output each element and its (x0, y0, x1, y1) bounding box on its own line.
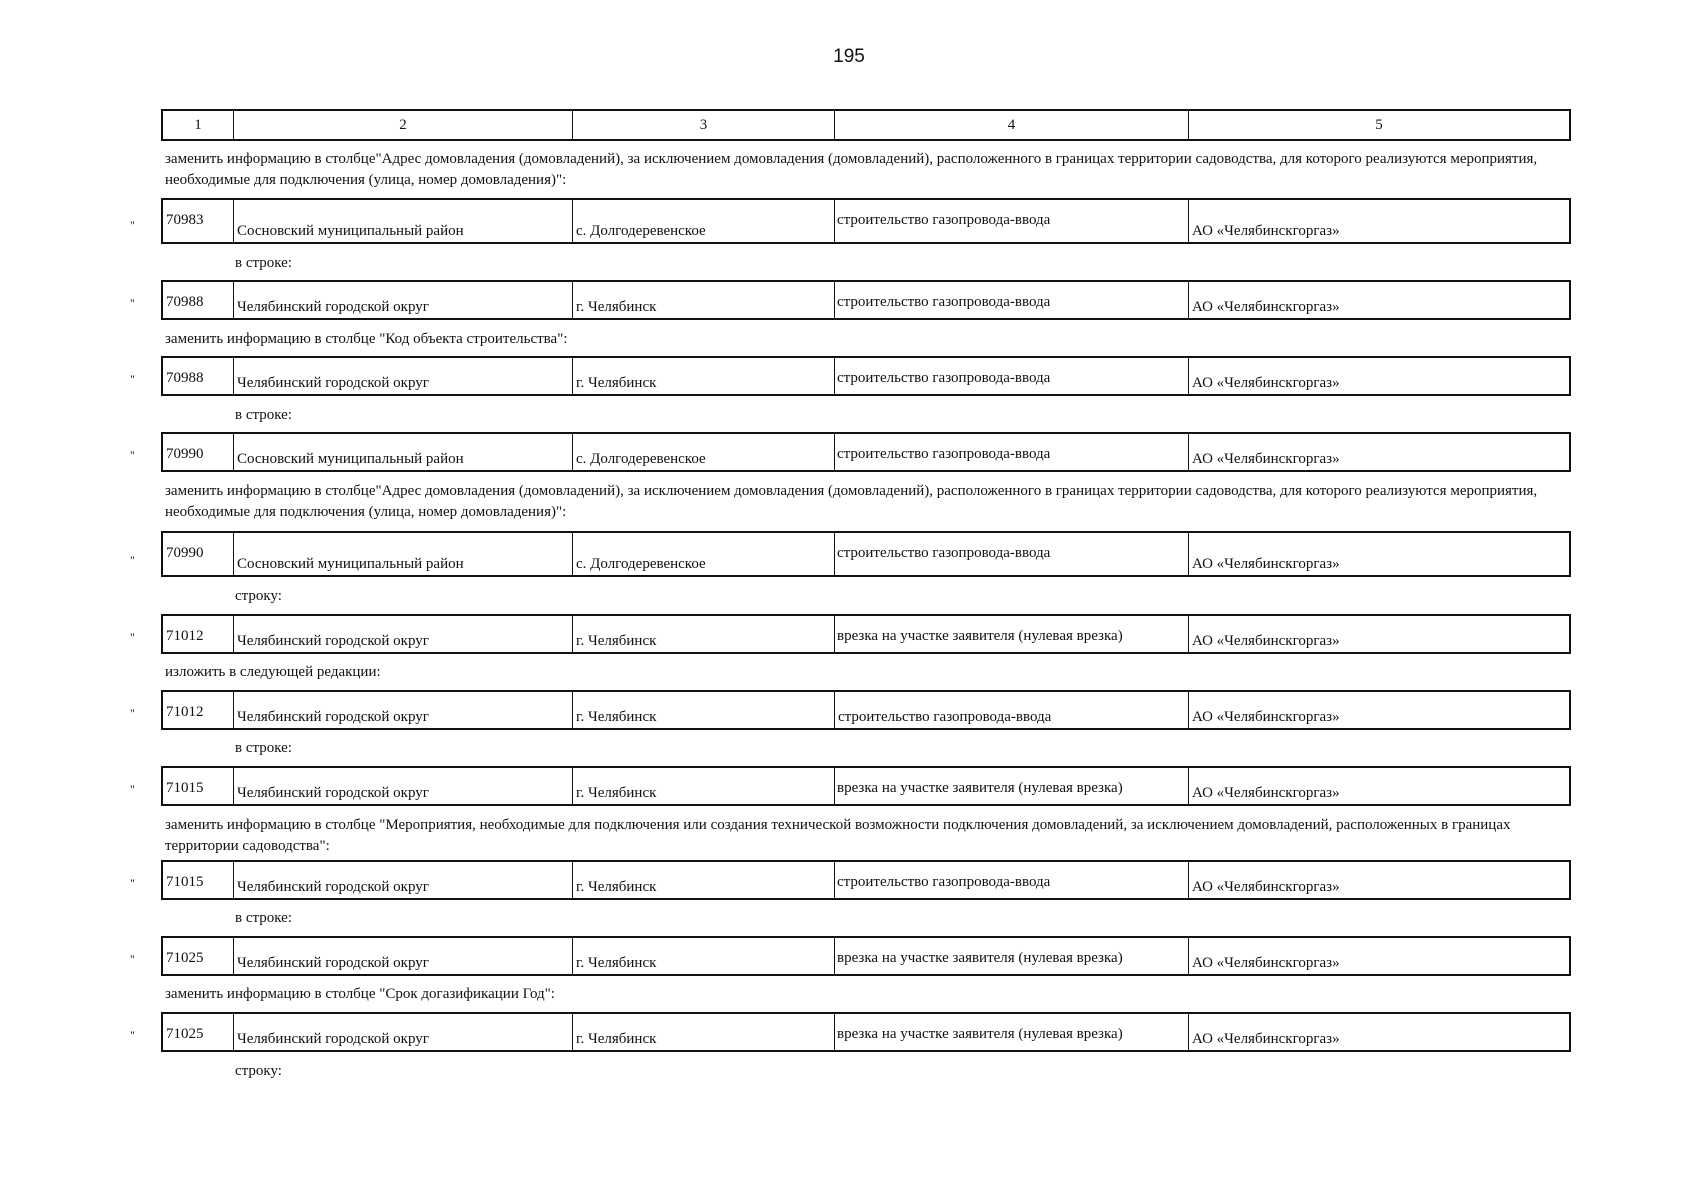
locality-cell: с. Долгодеревенское (573, 434, 835, 470)
locality-cell: г. Челябинск (573, 358, 835, 394)
org-cell: АО «Челябинскгоргаз» (1192, 299, 1340, 315)
org-cell: АО «Челябинскгоргаз» (1192, 955, 1340, 971)
code-cell: 71025 (163, 1014, 234, 1050)
district-cell: Сосновский муниципальный район (234, 434, 573, 470)
code-cell: 71015 (163, 768, 234, 804)
table-row (161, 356, 1571, 396)
quote-mark: " (130, 1028, 135, 1042)
org-cell: АО «Челябинскгоргаз» (1192, 879, 1340, 895)
quote-mark: " (130, 448, 135, 462)
table-row (161, 280, 1571, 320)
instruction-note: заменить информацию в столбце"Адрес домовладения (домовладений), за исключением домовладения (домовладений), расположенного в границах территории садоводства, для которого реализуются мероприятия, необходимые для подключения (улица, номер домовладения)": (165, 483, 1538, 520)
code-cell: 71015 (163, 862, 234, 898)
locality-cell: г. Челябинск (573, 282, 835, 318)
instruction-note: в строке: (235, 407, 292, 423)
quote-mark: " (130, 952, 135, 966)
locality-cell: г. Челябинск (573, 692, 835, 728)
page-number: 195 (833, 46, 865, 67)
instruction-note: в строке: (235, 740, 292, 756)
action-cell: строительство газопровода-ввода (835, 533, 1189, 575)
code-cell: 70990 (163, 533, 234, 575)
quote-mark: " (130, 218, 135, 232)
district-cell: Челябинский городской округ (234, 1014, 573, 1050)
district-cell: Челябинский городской округ (234, 862, 573, 898)
locality-cell: г. Челябинск (573, 938, 835, 974)
quote-mark: " (130, 782, 135, 796)
district-cell: Челябинский городской округ (234, 768, 573, 804)
locality-cell: г. Челябинск (573, 862, 835, 898)
code-cell: 71012 (163, 692, 234, 728)
action-cell: врезка на участке заявителя (нулевая врезка) (835, 768, 1189, 804)
table-row (161, 432, 1571, 472)
table-row (161, 690, 1571, 730)
table-row (161, 860, 1571, 900)
header-cell: 2 (234, 111, 573, 139)
district-cell: Челябинский городской округ (234, 692, 573, 728)
locality-cell: г. Челябинск (573, 1014, 835, 1050)
org-cell: АО «Челябинскгоргаз» (1192, 451, 1340, 467)
org-cell: АО «Челябинскгоргаз» (1192, 375, 1340, 391)
instruction-note: в строке: (235, 255, 292, 271)
table-header (161, 109, 1571, 141)
instruction-note: изложить в следующей редакции: (165, 664, 381, 680)
code-cell: 70988 (163, 282, 234, 318)
action-cell: строительство газопровода-ввода (835, 200, 1189, 242)
quote-mark: " (130, 876, 135, 890)
code-cell: 71025 (163, 938, 234, 974)
action-cell: строительство газопровода-ввода (835, 282, 1189, 318)
instruction-note: заменить информацию в столбце "Мероприятия, необходимые для подключения или создания технической возможности подключения домовладений, за исключением домовладений, расположенных в границах территории садоводства": (165, 817, 1511, 854)
quote-mark: " (130, 372, 135, 386)
header-cell: 1 (163, 111, 234, 139)
action-cell: строительство газопровода-ввода (835, 434, 1189, 470)
district-cell: Сосновский муниципальный район (234, 533, 573, 575)
header-cell: 3 (573, 111, 835, 139)
table-row (161, 936, 1571, 976)
org-cell: АО «Челябинскгоргаз» (1192, 633, 1340, 649)
instruction-note: в строке: (235, 910, 292, 926)
quote-mark: " (130, 296, 135, 310)
instruction-note: заменить информацию в столбце"Адрес домовладения (домовладений), за исключением домовладения (домовладений), расположенного в границах территории садоводства, для которого реализуются мероприятия, необходимые для подключения (улица, номер домовладения)": (165, 151, 1538, 188)
header-cell: 4 (835, 111, 1189, 139)
instruction-note: строку: (235, 1063, 282, 1079)
org-cell: АО «Челябинскгоргаз» (1192, 1031, 1340, 1047)
action-cell: врезка на участке заявителя (нулевая врезка) (835, 1014, 1189, 1050)
quote-mark: " (130, 553, 135, 567)
table-row (161, 198, 1571, 244)
header-cell: 5 (1375, 116, 1383, 133)
action-cell: строительство газопровода-ввода (835, 358, 1189, 394)
action-cell: врезка на участке заявителя (нулевая врезка) (835, 938, 1189, 974)
table-row (161, 1012, 1571, 1052)
quote-mark: " (130, 630, 135, 644)
org-cell: АО «Челябинскгоргаз» (1192, 223, 1340, 239)
instruction-note: заменить информацию в столбце "Код объекта строительства": (165, 331, 568, 347)
district-cell: Челябинский городской округ (234, 358, 573, 394)
table-row (161, 614, 1571, 654)
district-cell: Челябинский городской округ (234, 616, 573, 652)
locality-cell: г. Челябинск (573, 768, 835, 804)
code-cell: 70990 (163, 434, 234, 470)
table-row (161, 766, 1571, 806)
code-cell: 71012 (163, 616, 234, 652)
code-cell: 70988 (163, 358, 234, 394)
table-row (161, 531, 1571, 577)
district-cell: Челябинский городской округ (234, 282, 573, 318)
action-cell: строительство газопровода-ввода (835, 692, 1189, 728)
action-cell: строительство газопровода-ввода (835, 862, 1189, 898)
code-cell: 70983 (163, 200, 234, 242)
locality-cell: с. Долгодеревенское (573, 533, 835, 575)
locality-cell: г. Челябинск (573, 616, 835, 652)
org-cell: АО «Челябинскгоргаз» (1192, 709, 1340, 725)
action-cell: врезка на участке заявителя (нулевая врезка) (835, 616, 1189, 652)
quote-mark: " (130, 706, 135, 720)
org-cell: АО «Челябинскгоргаз» (1192, 785, 1340, 801)
org-cell: АО «Челябинскгоргаз» (1192, 556, 1340, 572)
district-cell: Челябинский городской округ (234, 938, 573, 974)
instruction-note: строку: (235, 588, 282, 604)
instruction-note: заменить информацию в столбце "Срок догазификации Год": (165, 986, 555, 1002)
locality-cell: с. Долгодеревенское (573, 200, 835, 242)
district-cell: Сосновский муниципальный район (234, 200, 573, 242)
